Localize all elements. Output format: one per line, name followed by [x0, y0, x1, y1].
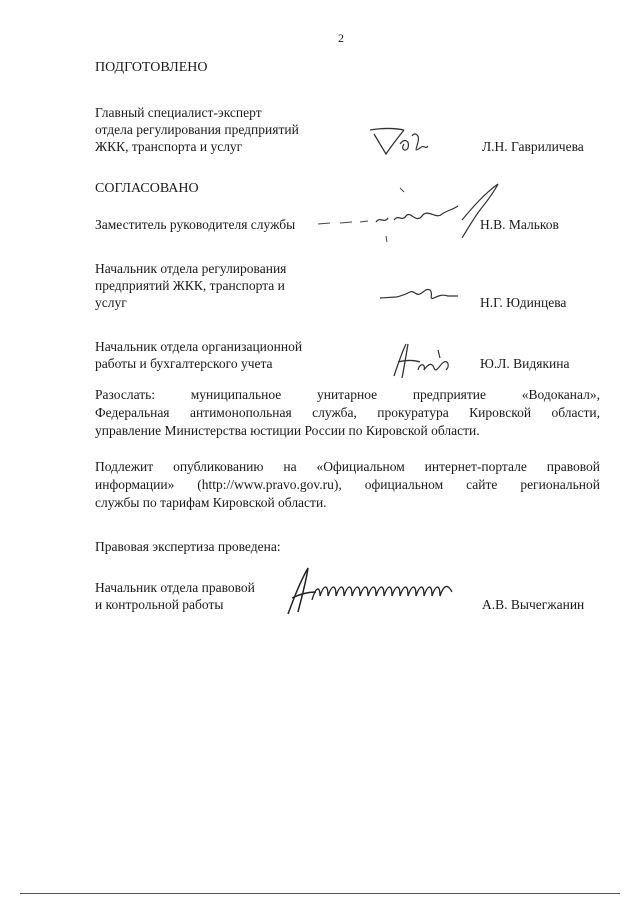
legal-head-position-line-2: и контрольной работы — [95, 597, 224, 612]
legal-head-position-line-1: Начальник отдела правовой — [95, 580, 255, 595]
legal-head-name: А.В. Вычегжанин — [482, 597, 585, 612]
prepared-position-line-3: ЖКК, транспорта и услуг — [95, 139, 243, 154]
publication-line-1: Подлежит опубликованию на «Официальном интернет-портале правовой — [95, 459, 600, 474]
distribution-line-1: Разослать: муниципальное унитарное предприятие «Водоканал», — [95, 387, 600, 402]
page-number: 2 — [338, 31, 344, 45]
division-head-1-position-line-1: Начальник отдела регулирования — [95, 261, 287, 276]
deputy-position: Заместитель руководителя службы — [95, 217, 296, 232]
division-head-2-position-line-2: работы и бухгалтерского учета — [95, 356, 273, 371]
division-head-2-position-line-1: Начальник отдела организационной — [95, 339, 303, 354]
signature-malkov — [312, 180, 512, 255]
prepared-position-line-1: Главный специалист-эксперт — [95, 105, 262, 120]
bottom-edge-line — [20, 893, 620, 894]
deputy-name: Н.В. Мальков — [480, 217, 559, 232]
prepared-position-line-2: отдела регулирования предприятий — [95, 122, 299, 137]
signature-vidyakina — [388, 340, 458, 382]
prepared-heading: ПОДГОТОВЛЕНО — [95, 60, 208, 75]
legal-review-text: Правовая экспертиза проведена: — [95, 539, 281, 554]
signature-gavrilicheva — [364, 122, 444, 162]
signature-vychegzhanin — [280, 562, 470, 622]
division-head-1-position-line-3: услуг — [95, 295, 127, 310]
distribution-line-2: Федеральная антимонопольная служба, прокуратура Кировской области, — [95, 405, 600, 420]
signature-yudintseva — [376, 280, 466, 310]
distribution-line-3: управление Министерства юстиции России по Кировской области. — [95, 423, 480, 438]
division-head-1-name: Н.Г. Юдинцева — [480, 295, 567, 310]
prepared-signer-name: Л.Н. Гавриличева — [482, 139, 584, 154]
publication-line-2: информации» (http://www.pravo.gov.ru), официальном сайте региональной — [95, 477, 600, 492]
agreed-heading: СОГЛАСОВАНО — [95, 181, 199, 196]
publication-line-3: службы по тарифам Кировской области. — [95, 495, 327, 510]
division-head-1-position-line-2: предприятий ЖКК, транспорта и — [95, 278, 285, 293]
division-head-2-name: Ю.Л. Видякина — [480, 356, 570, 371]
